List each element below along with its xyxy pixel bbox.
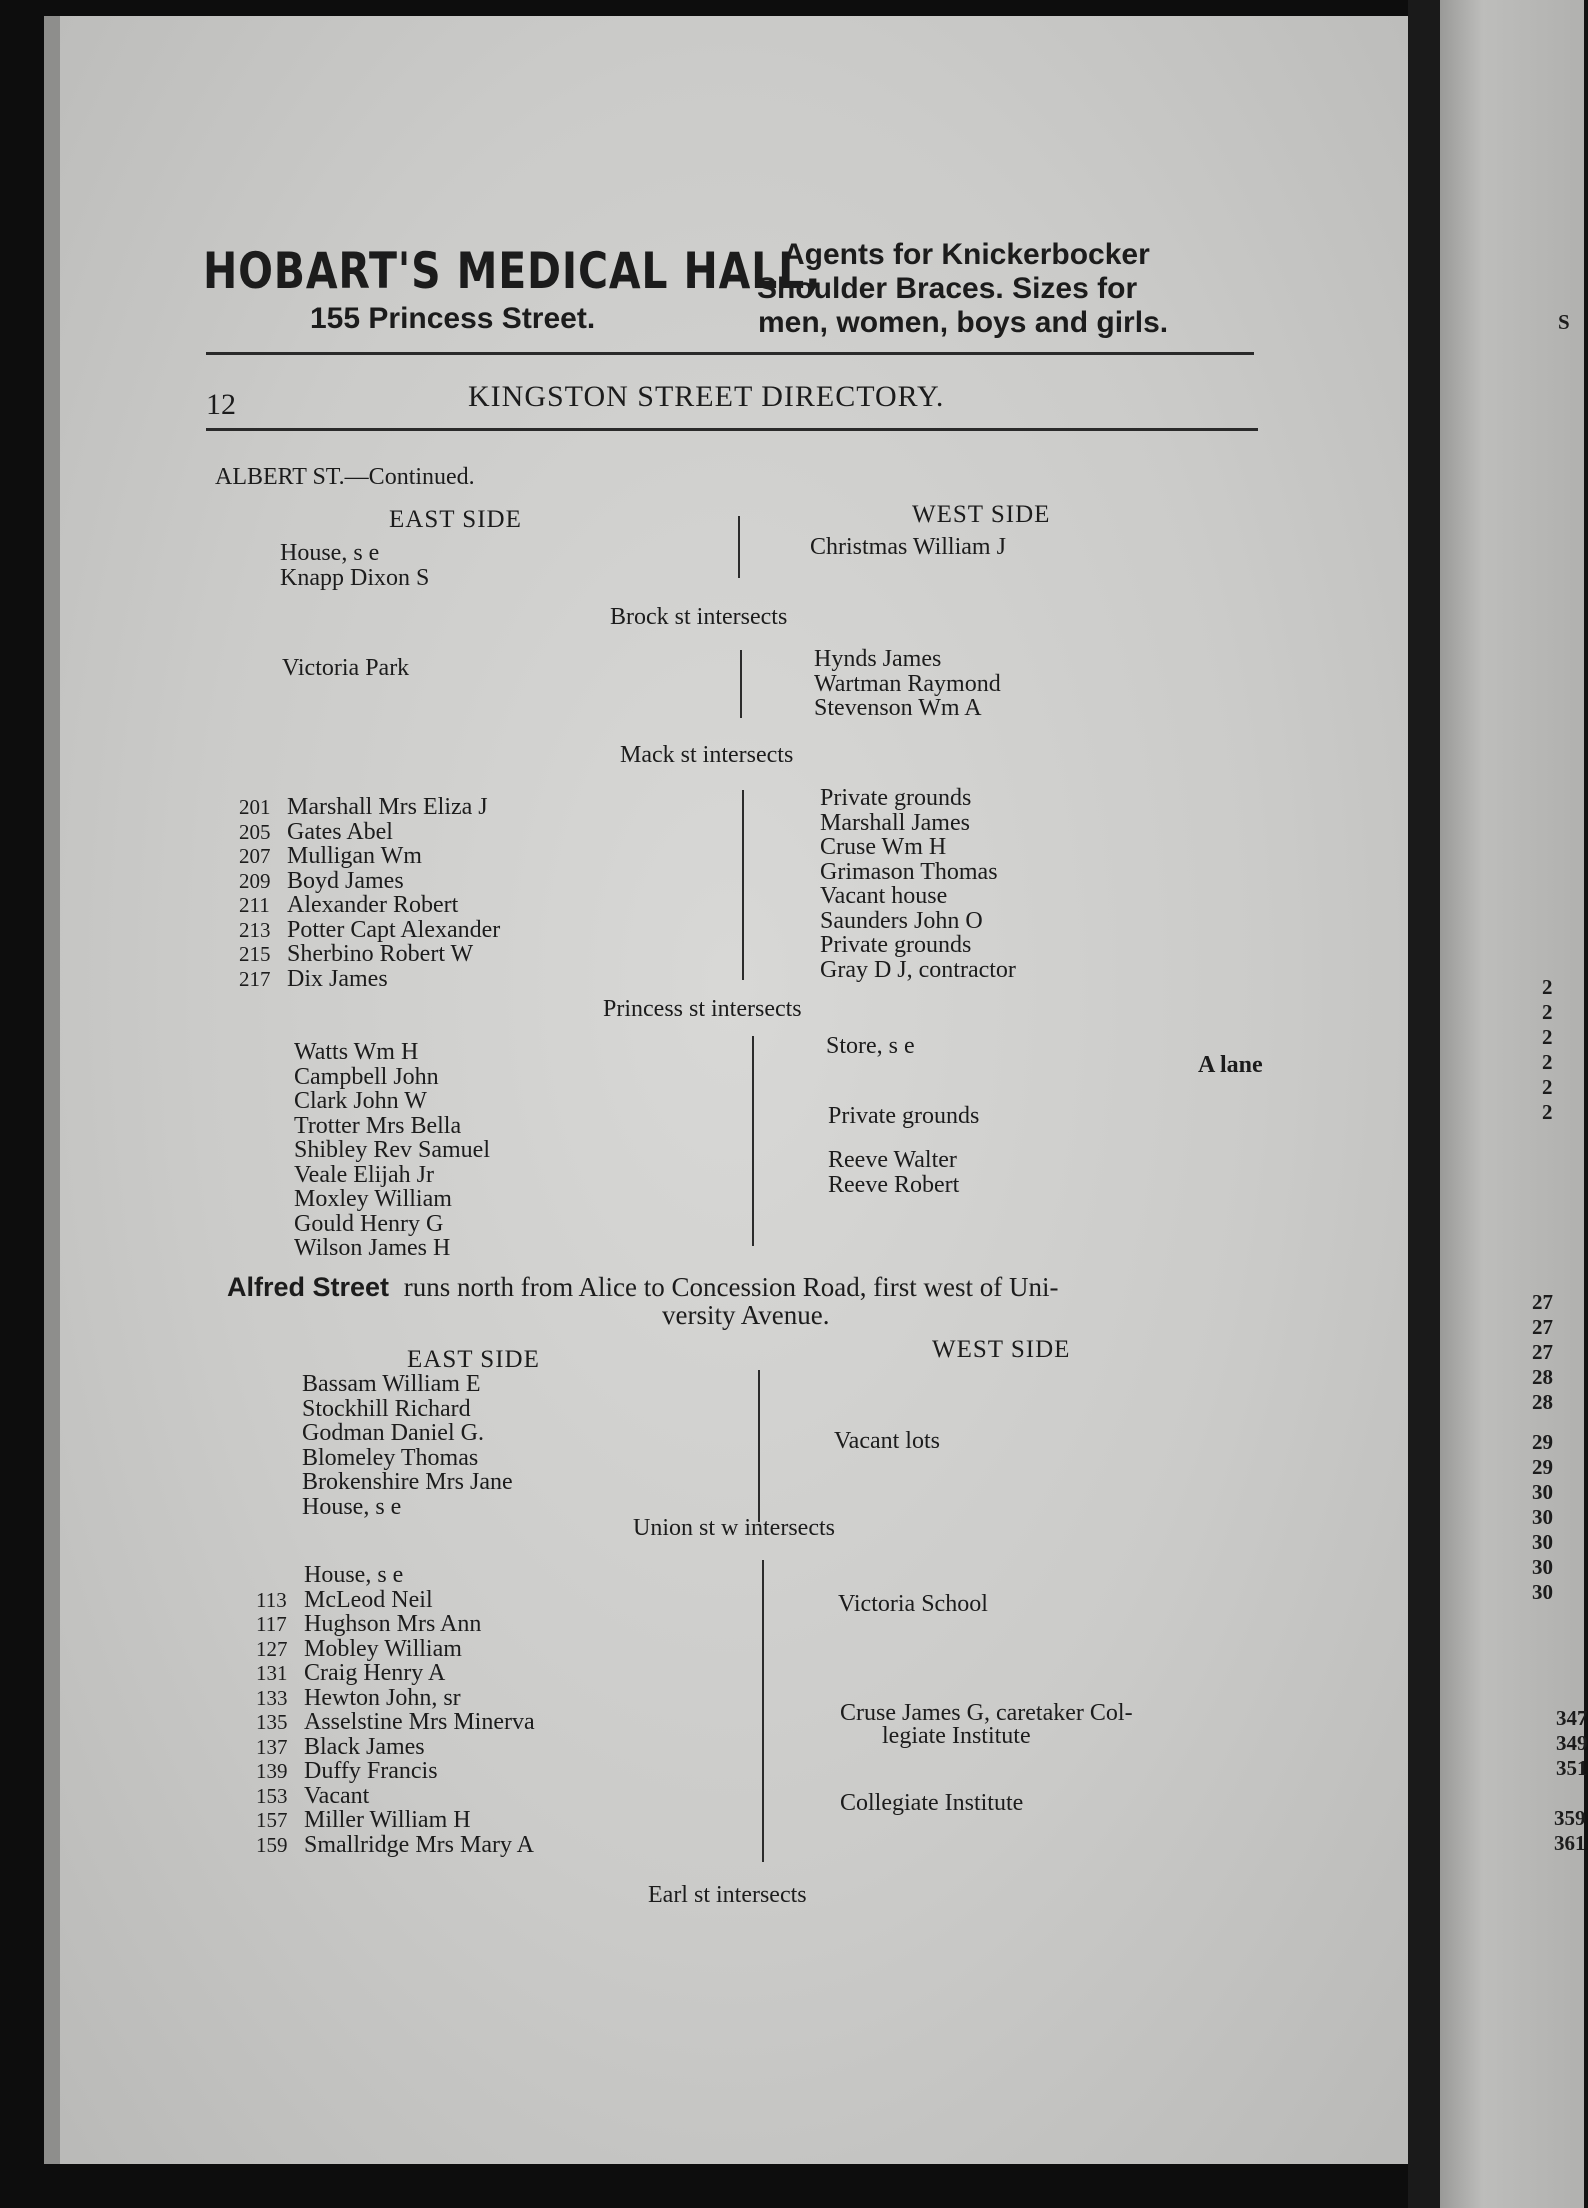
facing-page-fragment: 28	[1532, 1390, 1553, 1414]
resident-name: House, s e	[304, 1562, 404, 1588]
list-item: Moxley William	[294, 1186, 452, 1212]
facing-page-fragment: 29	[1532, 1455, 1553, 1479]
facing-page-fragment: 27	[1532, 1340, 1553, 1364]
albert-block3-east	[239, 795, 500, 991]
column-divider	[752, 1036, 754, 1246]
column-divider	[762, 1560, 764, 1862]
alfred-block2-east	[256, 1563, 535, 1857]
street-description-continued: versity Avenue.	[662, 1300, 830, 1330]
list-item: Godman Daniel G.	[302, 1420, 484, 1446]
facing-page-fragment: 347	[1556, 1706, 1588, 1730]
list-item	[256, 1735, 535, 1760]
west-side-heading: WEST SIDE	[932, 1336, 1071, 1363]
list-item: Brokenshire Mrs Jane	[302, 1469, 513, 1495]
title-rule	[206, 428, 1258, 431]
house-number: 217	[239, 966, 271, 991]
house-number: 127	[256, 1636, 288, 1661]
list-item: Grimason Thomas	[820, 858, 998, 885]
facing-page-fragment: 27	[1532, 1315, 1553, 1339]
list-item	[239, 967, 500, 992]
resident-name: Vacant	[304, 1782, 370, 1809]
house-number: 153	[256, 1783, 288, 1808]
resident-name: Craig Henry A	[304, 1660, 446, 1686]
house-number: 135	[256, 1710, 288, 1734]
facing-page-fragment: 29	[1532, 1430, 1553, 1454]
page-left-edge	[44, 16, 60, 2164]
house-number: 157	[256, 1808, 288, 1832]
list-item	[256, 1588, 535, 1613]
list-item-continued: legiate Institute	[882, 1723, 1031, 1749]
list-item: Saunders John O	[820, 907, 983, 934]
facing-page-fragment: 359	[1554, 1806, 1586, 1830]
house-number: 133	[256, 1685, 288, 1710]
albert-block2-east	[282, 656, 409, 681]
directory-page	[44, 16, 1416, 2164]
house-number: 205	[239, 819, 271, 844]
list-item	[239, 893, 500, 918]
intersection-label: Union st w intersects	[633, 1515, 835, 1541]
list-item: Veale Elijah Jr	[294, 1161, 434, 1188]
page-number: 12	[206, 388, 236, 421]
facing-page-fragment: 2	[1542, 1100, 1553, 1124]
list-item: Trotter Mrs Bella	[294, 1112, 462, 1139]
street-description: runs north from Alice to Concession Road, first west of Uni-	[403, 1272, 1059, 1302]
resident-name: Gates Abel	[287, 818, 393, 845]
resident-name: Mulligan Wm	[287, 843, 422, 869]
street-entry	[227, 1272, 1058, 1303]
list-item: Blomeley Thomas	[302, 1444, 479, 1471]
list-item: Cruse James G, caretaker Col-	[840, 1700, 1133, 1726]
albert-block4-west	[828, 1148, 959, 1197]
list-item: Campbell John	[294, 1063, 439, 1090]
list-item: Vacant house	[820, 883, 948, 909]
resident-name: Miller William H	[304, 1807, 471, 1833]
resident-name: Sherbino Robert W	[287, 941, 474, 967]
east-side-heading: EAST SIDE	[389, 506, 522, 533]
lane-label: A lane	[1198, 1052, 1263, 1078]
list-item	[239, 869, 500, 894]
list-item	[239, 942, 500, 967]
ad-line: Shoulder Braces. Sizes for	[757, 272, 1138, 305]
resident-name: Hughson Mrs Ann	[304, 1611, 482, 1637]
facing-page-fragment: 351	[1556, 1756, 1588, 1780]
list-item	[239, 820, 500, 845]
facing-page-fragment: 2	[1542, 1000, 1553, 1024]
resident-name: Potter Capt Alexander	[287, 916, 501, 943]
list-item	[256, 1759, 535, 1784]
list-item: Private grounds	[820, 932, 972, 958]
resident-name: Mobley William	[304, 1635, 462, 1662]
albert-block1-west	[810, 535, 1006, 560]
list-item: Hynds James	[814, 646, 942, 672]
house-number: 213	[239, 917, 271, 942]
house-number: 137	[256, 1734, 288, 1759]
list-item	[239, 918, 500, 943]
house-number: 209	[239, 868, 271, 893]
list-item: House, s e	[302, 1493, 402, 1520]
facing-page-fragment: 28	[1532, 1365, 1553, 1389]
running-title: KINGSTON STREET DIRECTORY.	[468, 380, 945, 413]
list-item: Private grounds	[828, 1103, 980, 1129]
list-item: Bassam William E	[302, 1371, 481, 1397]
facing-page-fragment: 30	[1532, 1505, 1553, 1529]
list-item: Cruse Wm H	[820, 834, 947, 860]
resident-name: Boyd James	[287, 867, 404, 894]
list-item: Wilson James H	[294, 1235, 451, 1261]
list-item: Victoria Park	[282, 655, 410, 681]
street-name: Alfred Street	[227, 1272, 390, 1302]
resident-name: Smallridge Mrs Mary A	[304, 1831, 534, 1858]
list-item: Stockhill Richard	[302, 1395, 471, 1422]
facing-page-fragment: 2	[1542, 975, 1553, 999]
list-item: Vacant lots	[834, 1428, 940, 1454]
facing-page-fragment: 30	[1532, 1530, 1553, 1554]
column-divider	[740, 650, 742, 718]
list-item	[256, 1612, 535, 1637]
intersection-label: Earl st intersects	[648, 1882, 807, 1908]
ad-business-name: HOBART'S MEDICAL HALL,	[203, 242, 822, 300]
facing-page-fragment: 349	[1556, 1731, 1588, 1755]
street-continued-heading: ALBERT ST.—Continued.	[215, 464, 475, 490]
book-gutter	[1408, 0, 1442, 2208]
albert-block1-east	[280, 541, 429, 590]
list-item: Stevenson Wm A	[814, 695, 982, 721]
facing-page-fragment: 2	[1542, 1050, 1553, 1074]
alfred-block1-east	[302, 1372, 513, 1519]
column-divider	[738, 516, 740, 578]
house-number: 131	[256, 1661, 288, 1685]
house-number: 139	[256, 1759, 288, 1783]
resident-name: Black James	[304, 1733, 425, 1760]
list-item	[239, 844, 500, 869]
ad-address: 155 Princess Street.	[310, 302, 596, 335]
list-item: Watts Wm H	[294, 1039, 419, 1065]
intersection-label: Mack st intersects	[620, 742, 794, 768]
ad-line: Agents for Knickerbocker	[783, 238, 1150, 271]
facing-page-fragment: 361	[1554, 1831, 1586, 1855]
list-item: Collegiate Institute	[840, 1790, 1024, 1816]
list-item	[256, 1784, 535, 1809]
house-number: 113	[256, 1587, 287, 1612]
list-item: Gould Henry G	[294, 1210, 444, 1237]
resident-name: Asselstine Mrs Minerva	[304, 1709, 535, 1735]
east-side-heading: EAST SIDE	[407, 1346, 540, 1373]
list-item: Clark John W	[294, 1088, 427, 1114]
house-number: 211	[239, 893, 270, 917]
facing-page-fragment: 30	[1532, 1555, 1553, 1579]
intersection-label: Princess st intersects	[603, 996, 802, 1022]
list-item: Reeve Walter	[828, 1147, 957, 1173]
facing-page-fragment: 30	[1532, 1580, 1553, 1604]
ad-line: men, women, boys and girls.	[758, 306, 1169, 339]
resident-name: Duffy Francis	[304, 1758, 438, 1784]
list-item: Reeve Robert	[828, 1171, 960, 1198]
facing-page-fragment: 2	[1542, 1025, 1553, 1049]
facing-page-fragment: 2	[1542, 1075, 1553, 1099]
house-number: 159	[256, 1832, 288, 1857]
list-item: Store, s e	[826, 1033, 915, 1059]
list-item	[256, 1686, 535, 1711]
list-item: Gray D J, contractor	[820, 956, 1016, 983]
house-number: 215	[239, 942, 271, 966]
facing-page-fragment: 27	[1532, 1290, 1553, 1314]
resident-name: McLeod Neil	[304, 1586, 433, 1613]
list-item	[256, 1661, 535, 1686]
list-item	[256, 1710, 535, 1735]
column-divider	[758, 1370, 760, 1522]
list-item	[256, 1808, 535, 1833]
list-item: Wartman Raymond	[814, 670, 1001, 697]
house-number: 117	[256, 1612, 287, 1636]
list-item: Marshall James	[820, 809, 970, 836]
column-divider	[742, 790, 744, 980]
list-item: House, s e	[280, 540, 380, 566]
albert-block3-west	[820, 786, 1016, 982]
house-number: 207	[239, 844, 271, 868]
list-item	[256, 1833, 535, 1858]
resident-name: Marshall Mrs Eliza J	[287, 794, 488, 820]
list-item: Knapp Dixon S	[280, 564, 430, 591]
facing-page-fragment: 30	[1532, 1480, 1553, 1504]
list-item	[256, 1637, 535, 1662]
facing-page-fragment: S	[1558, 310, 1570, 334]
intersection-label: Brock st intersects	[610, 604, 788, 630]
resident-name: Alexander Robert	[287, 892, 459, 918]
house-number: 201	[239, 795, 271, 819]
west-side-heading: WEST SIDE	[912, 501, 1051, 528]
header-rule	[206, 352, 1254, 355]
resident-name: Hewton John, sr	[304, 1684, 461, 1711]
list-item: Christmas William J	[810, 534, 1006, 560]
albert-block2-west	[814, 647, 1001, 721]
albert-block4-east	[294, 1040, 490, 1261]
list-item: Shibley Rev Samuel	[294, 1137, 490, 1163]
list-item	[256, 1563, 535, 1588]
resident-name: Dix James	[287, 965, 388, 992]
list-item	[239, 795, 500, 820]
list-item: Private grounds	[820, 785, 972, 811]
list-item: Victoria School	[838, 1591, 988, 1617]
